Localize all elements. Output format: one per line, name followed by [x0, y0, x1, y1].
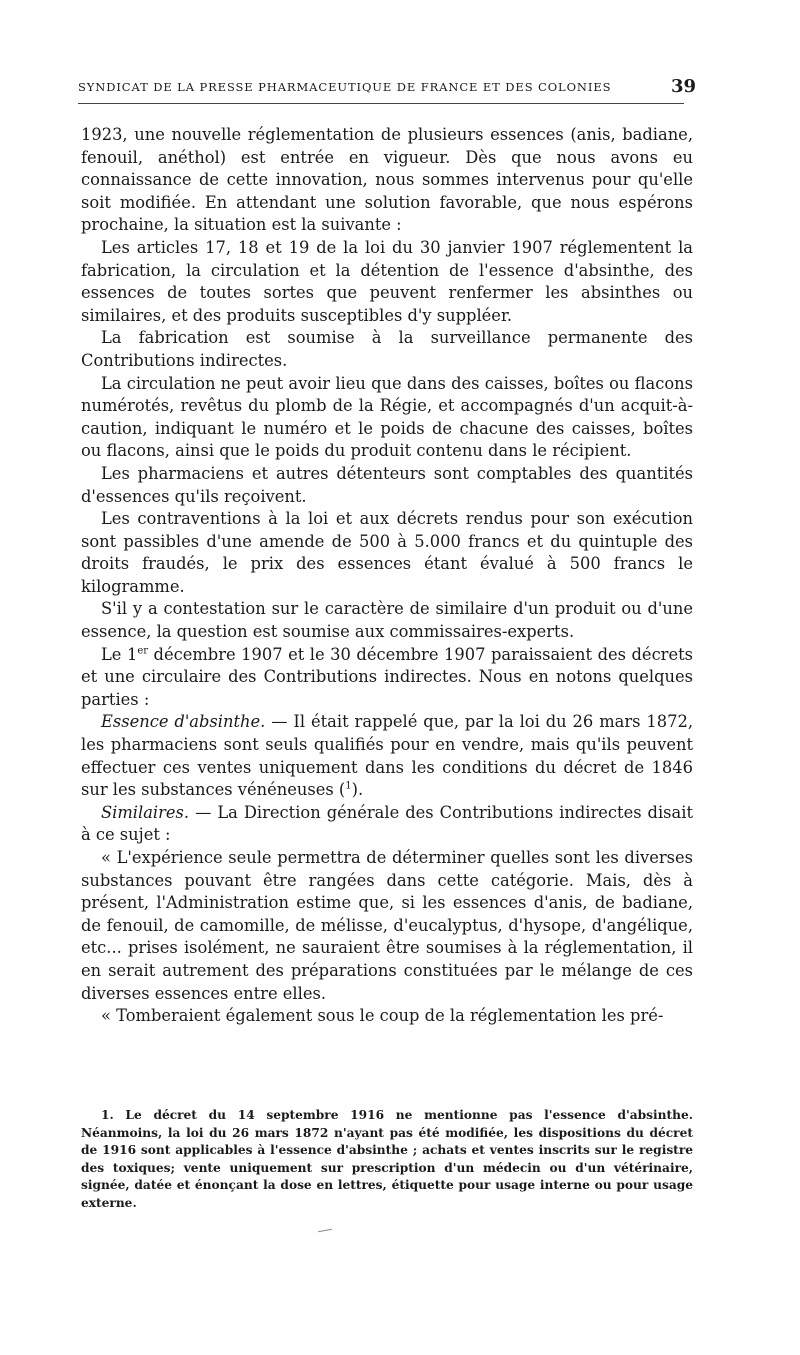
footnotes — [81, 1107, 693, 1213]
superscript: er — [137, 645, 149, 657]
paragraph — [81, 644, 693, 712]
paragraph — [81, 237, 693, 327]
text-run: S'il y a contestation sur le caractère de similaire d'un produit ou d'une essence, la question est soumise aux commissaires-experts. — [81, 599, 693, 642]
footnote: 1. Le décret du 14 septembre 1916 ne mentionne pas l'essence d'absinthe. Néanmoins, la loi du 26 mars 1872 n'ayant pas été modifiée, les dispositions du décret de 1916 sont applicables à l'essence d'absinthe ; achats et ventes inscrits sur le registre des toxiques; vente uniquement sur prescription d'un médecin ou d'un vétérinaire, signée, datée et énonçant la dose en lettres, étiquette pour usage interne ou pour usage externe. — [81, 1108, 693, 1210]
body-text — [81, 124, 693, 1028]
paragraph — [81, 1005, 693, 1028]
italic-heading: Similaires. — [101, 802, 190, 822]
text-run: décembre 1907 et le 30 décembre 1907 paraissaient des décrets et une circulaire des Contributions indirectes. Nous en notons quelques parties : — [81, 644, 693, 709]
text-run: « L'expérience seule permettra de déterminer quelles sont les diverses substances pouvant être rangées dans cette catégorie. Mais, dès à présent, l'Administration estime que, si les essences d'anis, de badiane, de fenouil, de camomille, de mélisse, d'eucalyptus, d'hysope, d'angélique, etc... prises isolément, ne sauraient être soumises à la réglementation, il en serait autrement des préparations constituées par le mélange de ces diverses essences entre elles. — [81, 848, 693, 1003]
paragraph — [81, 463, 693, 508]
page-number: 39 — [670, 76, 696, 97]
paragraph — [81, 847, 693, 1005]
running-title: SYNDICAT DE LA PRESSE PHARMACEUTIQUE DE FRANCE ET DES COLONIES — [78, 80, 612, 94]
text-run: — Il était rappelé que, par la loi du 26 mars 1872, les pharmaciens sont seuls qualifiés pour en vendre, mais qu'ils peuvent effectuer ces ventes uniquement dans les conditions du décret de 1846 sur les substances vénéneuses ( — [81, 712, 694, 800]
text-run: Les contraventions à la loi et aux décrets rendus pour son exécution sont passibles d'une amende de 500 à 5.000 francs et du quintuple des droits fraudés, le prix des essences étant évalué à 500 francs le kilogramme. — [81, 509, 693, 596]
header-rule — [78, 103, 684, 104]
text-run: La circulation ne peut avoir lieu que dans des caisses, boîtes ou flacons numérotés, revêtus du plomb de la Régie, et accompagnés d'un acquit-à-caution, indiquant le numéro et le poids de chacune des caisses, boîtes ou flacons, ainsi que le poids du produit contenu dans le récipient. — [81, 373, 693, 461]
text-run: Le 1 — [101, 644, 138, 664]
paragraph — [81, 711, 693, 801]
bottom-mark — [318, 1229, 332, 1232]
text-run: Les articles 17, 18 et 19 de la loi du 30 janvier 1907 réglementent la fabrication, la circulation et la détention de l'essence d'absinthe, des essences de toutes sortes que peuvent renfermer les absinthes ou similaires, et des produits susceptibles d'y suppléer. — [81, 237, 693, 325]
paragraph — [81, 598, 693, 643]
superscript: 1 — [345, 780, 352, 792]
paragraph — [81, 373, 693, 463]
text-run: La fabrication est soumise à la surveillance permanente des Contributions indirectes. — [81, 328, 693, 370]
text-run: « Tomberaient également sous le coup de la réglementation les pré- — [101, 1006, 664, 1026]
italic-heading: Essence d'absinthe. — [101, 712, 266, 732]
page-header — [78, 78, 696, 102]
paragraph — [81, 124, 693, 237]
paragraph — [81, 327, 693, 372]
text-run: — La Direction générale des Contributions indirectes disait à ce sujet : — [81, 802, 693, 845]
paragraph — [81, 508, 693, 598]
text-run: Les pharmaciens et autres détenteurs sont comptables des quantités d'essences qu'ils reçoivent. — [81, 463, 693, 506]
text-run: ). — [351, 780, 364, 800]
text-run: 1923, une nouvelle réglementation de plusieurs essences (anis, badiane, fenouil, anéthol) est entrée en vigueur. Dès que nous avons eu connaissance de cette innovation, nous sommes intervenus pour qu'elle soit modifiée. En attendant une solution favorable, que nous espérons prochaine, la situation est la suivante : — [81, 125, 693, 235]
paragraph — [81, 802, 693, 847]
